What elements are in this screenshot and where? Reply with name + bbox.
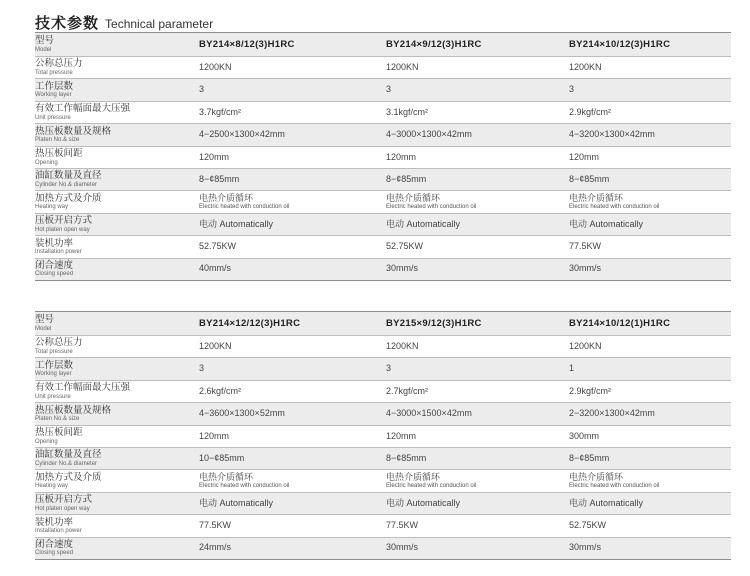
model-name: BY215×9/12(3)H1RC	[386, 317, 482, 329]
table-row	[35, 426, 731, 448]
row-label	[35, 261, 199, 278]
row-label-en: Hot platen open way	[35, 505, 90, 512]
row-label-zh: 闭合速度	[35, 538, 74, 550]
model-name: BY214×10/12(3)H1RC	[569, 38, 671, 50]
row-label	[35, 127, 199, 144]
table-cell: 10−¢85mm	[199, 452, 245, 463]
table-cell: 24mm/s	[199, 542, 232, 553]
table-cell: 4−3000×1500×42mm	[386, 408, 472, 419]
table-row	[35, 191, 731, 213]
row-label	[35, 518, 199, 535]
table-cell: 300mm	[569, 430, 600, 441]
table-cell: 3.7kgf/cm²	[199, 106, 242, 117]
table-cell: 52.75KW	[199, 241, 237, 252]
table-cell: 电动 Automatically	[386, 218, 461, 229]
page-heading	[35, 12, 213, 33]
heating-zh: 电热介质循环	[386, 192, 441, 203]
heating-zh: 电热介质循环	[569, 192, 624, 203]
table-cell	[569, 194, 731, 211]
table-row	[35, 57, 731, 79]
table-cell: 2.6kgf/cm²	[199, 385, 242, 396]
row-label	[35, 361, 199, 378]
table-row	[35, 448, 731, 470]
table-cell: 2.9kgf/cm²	[569, 385, 612, 396]
table-cell: 8−¢85mm	[569, 173, 610, 184]
row-label-zh: 工作层数	[35, 80, 74, 92]
row-label	[35, 239, 199, 256]
table-cell: 2.9kgf/cm²	[569, 106, 612, 117]
table-header-row	[35, 311, 731, 336]
heating-en: Electric heated with conduction oil	[199, 483, 290, 490]
row-label	[35, 540, 199, 557]
table-cell: 1	[569, 363, 575, 374]
table-cell: 电动 Automatically	[569, 497, 644, 508]
model-name: BY214×10/12(1)H1RC	[569, 317, 671, 329]
table-row	[35, 336, 731, 358]
row-label-zh: 热压板间距	[35, 148, 83, 159]
row-label	[35, 495, 199, 512]
row-label-zh: 热压板数量及规格	[35, 125, 112, 137]
table-row	[35, 358, 731, 380]
row-label	[35, 338, 199, 355]
row-label	[35, 104, 199, 121]
table-cell: 120mm	[569, 151, 600, 162]
row-label-en: Platen No.& size	[35, 137, 80, 144]
row-label-zh: 公称总压力	[35, 58, 83, 70]
table-row	[35, 169, 731, 191]
table-cell: 电动 Automatically	[199, 497, 274, 508]
table-cell: 30mm/s	[386, 542, 419, 553]
model-name: BY214×8/12(3)H1RC	[199, 38, 295, 50]
row-label-en: Opening	[35, 159, 58, 166]
row-label-en: Closing speed	[35, 271, 74, 278]
table-cell: 1200KN	[569, 61, 602, 72]
row-label-en: Total pressure	[35, 69, 73, 76]
row-label	[35, 82, 199, 99]
model-name: BY214×12/12(3)H1RC	[199, 317, 301, 329]
row-label-zh: 压板开启方式	[35, 215, 93, 227]
table-cell: 4−3600×1300×52mm	[199, 408, 285, 419]
table-cell: 电动 Automatically	[569, 218, 644, 229]
row-label-zh: 压板开启方式	[35, 494, 93, 506]
row-label-en: Closing speed	[35, 550, 74, 557]
table-cell: 120mm	[199, 430, 230, 441]
heating-en: Electric heated with conduction oil	[386, 204, 477, 211]
table-cell: 3	[199, 363, 205, 374]
model-name: BY214×9/12(3)H1RC	[386, 38, 482, 50]
row-label-en: Unit pressure	[35, 393, 71, 400]
heading-english: Technical parameter	[105, 17, 214, 31]
table-cell: 3.1kgf/cm²	[386, 106, 429, 117]
table-row	[35, 124, 731, 146]
table-cell: 8−¢85mm	[199, 173, 240, 184]
table-cell: 8−¢85mm	[569, 452, 610, 463]
row-label-zh: 热压板间距	[35, 427, 83, 438]
table-cell: 120mm	[386, 151, 417, 162]
row-label-en: Total pressure	[35, 348, 73, 355]
row-label	[35, 194, 199, 211]
table-cell: 8−¢85mm	[386, 173, 427, 184]
table-cell: 4−2500×1300×42mm	[199, 129, 285, 140]
row-label-en: Heating way	[35, 483, 69, 490]
row-label-en: Hot platen open way	[35, 226, 90, 233]
table-cell: 电动 Automatically	[386, 497, 461, 508]
row-label-zh: 油缸数量及直径	[35, 170, 102, 182]
row-label-en: Heating way	[35, 204, 69, 211]
row-label-en: Working layer	[35, 371, 72, 378]
row-label-en: Installation power	[35, 528, 82, 535]
table-cell	[199, 473, 386, 490]
row-label-en: Working layer	[35, 92, 72, 99]
table-cell: 120mm	[199, 151, 230, 162]
table-cell: 电动 Automatically	[199, 218, 274, 229]
table-row	[35, 102, 731, 124]
table-row	[35, 470, 731, 492]
row-label-zh: 加热方式及介质	[35, 471, 102, 483]
row-label-zh: 工作层数	[35, 359, 74, 371]
table-cell	[386, 194, 569, 211]
table-cell: 1200KN	[386, 340, 419, 351]
table-cell	[569, 473, 731, 490]
row-label	[35, 406, 199, 423]
heating-zh: 电热介质循环	[199, 192, 254, 203]
row-label	[35, 36, 199, 53]
table-cell: 4−3200×1300×42mm	[569, 129, 655, 140]
row-label	[35, 315, 199, 332]
table-row	[35, 403, 731, 425]
spec-table-2	[35, 311, 731, 560]
table-cell: 3	[569, 84, 575, 95]
table-cell: 2.7kgf/cm²	[386, 385, 429, 396]
row-label-zh: 装机功率	[35, 516, 74, 528]
table-cell: 77.5KW	[386, 520, 419, 531]
row-label	[35, 216, 199, 233]
table-row	[35, 214, 731, 236]
row-label-en: Model	[35, 46, 52, 53]
row-label-zh: 装机功率	[35, 237, 74, 249]
table-row	[35, 538, 731, 560]
heating-zh: 电热介质循环	[386, 471, 441, 482]
row-label-en: Platen No.& size	[35, 416, 80, 423]
row-label	[35, 428, 199, 445]
table-row	[35, 236, 731, 258]
table-cell: 3	[386, 363, 392, 374]
table-cell: 40mm/s	[199, 263, 232, 274]
table-cell: 1200KN	[386, 61, 419, 72]
row-label	[35, 473, 199, 490]
table-row	[35, 381, 731, 403]
row-label	[35, 171, 199, 188]
table-cell: 30mm/s	[569, 542, 602, 553]
row-label	[35, 450, 199, 467]
table-cell: 3	[386, 84, 392, 95]
row-label	[35, 149, 199, 166]
row-label-zh: 有效工作幅面最大压强	[35, 103, 131, 115]
table-cell: 1200KN	[199, 340, 232, 351]
row-label-en: Model	[35, 325, 52, 332]
row-label-zh: 型号	[35, 314, 55, 326]
row-label-en: Unit pressure	[35, 114, 71, 121]
table-cell: 3	[199, 84, 205, 95]
table-cell	[199, 194, 386, 211]
row-label-en: Cylinder No.& diameter	[35, 460, 98, 467]
table-row	[35, 493, 731, 515]
row-label-zh: 热压板数量及规格	[35, 404, 112, 416]
row-label-zh: 型号	[35, 35, 55, 47]
row-label-en: Opening	[35, 438, 58, 445]
row-label	[35, 59, 199, 76]
row-label-en: Installation power	[35, 249, 82, 256]
row-label-en: Cylinder No.& diameter	[35, 181, 98, 188]
table-cell: 120mm	[386, 430, 417, 441]
row-label	[35, 383, 199, 400]
table-cell	[386, 473, 569, 490]
table-cell: 77.5KW	[199, 520, 232, 531]
row-label-zh: 有效工作幅面最大压强	[35, 382, 131, 394]
table-row	[35, 259, 731, 281]
table-cell: 1200KN	[569, 340, 602, 351]
row-label-zh: 公称总压力	[35, 337, 83, 349]
row-label-zh: 闭合速度	[35, 259, 74, 271]
heating-zh: 电热介质循环	[199, 471, 254, 482]
table-cell: 2−3200×1300×42mm	[569, 408, 655, 419]
table-cell: 30mm/s	[569, 263, 602, 274]
table-row	[35, 79, 731, 101]
heating-zh: 电热介质循环	[569, 471, 624, 482]
heating-en: Electric heated with conduction oil	[199, 204, 290, 211]
row-label-zh: 油缸数量及直径	[35, 449, 102, 461]
table-cell: 52.75KW	[386, 241, 424, 252]
heating-en: Electric heated with conduction oil	[569, 483, 660, 490]
table-row	[35, 515, 731, 537]
heating-en: Electric heated with conduction oil	[569, 204, 660, 211]
table-cell: 8−¢85mm	[386, 452, 427, 463]
heating-en: Electric heated with conduction oil	[386, 483, 477, 490]
table-cell: 1200KN	[199, 61, 232, 72]
row-label-zh: 加热方式及介质	[35, 192, 102, 204]
table-cell: 4−3000×1300×42mm	[386, 129, 472, 140]
spec-table-1	[35, 32, 731, 281]
table-cell: 77.5KW	[569, 241, 602, 252]
table-cell: 30mm/s	[386, 263, 419, 274]
table-header-row	[35, 32, 731, 57]
table-row	[35, 147, 731, 169]
heading-chinese: 技术参数	[35, 15, 100, 32]
table-cell: 52.75KW	[569, 520, 607, 531]
